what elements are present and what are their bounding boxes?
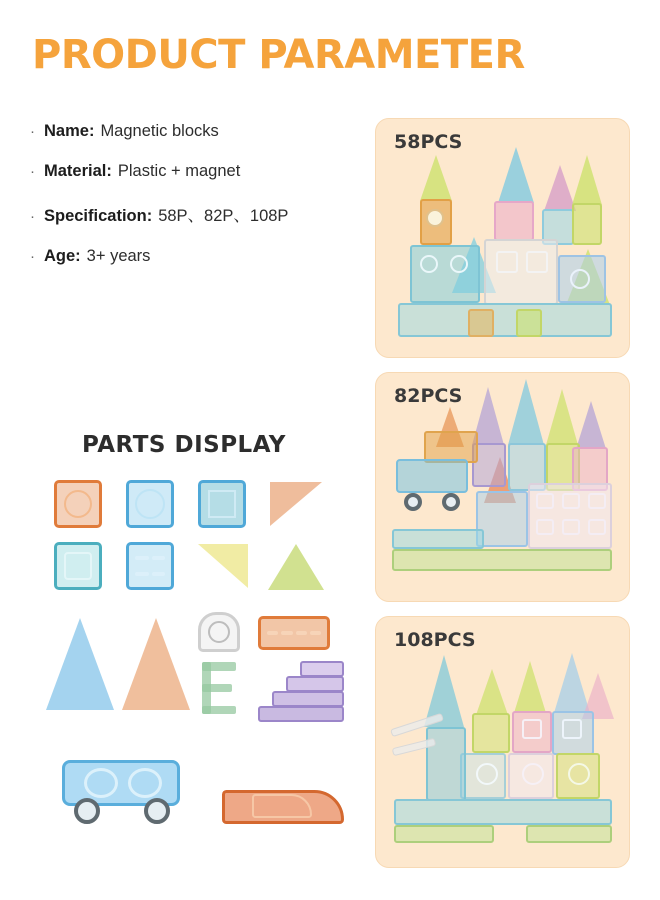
- parts-display-heading: PARTS DISPLAY: [82, 432, 286, 458]
- spec-value: Magnetic blocks: [100, 122, 219, 140]
- castle-scene-108pcs: [376, 617, 629, 867]
- large-triangle-orange-piece: [122, 618, 190, 710]
- spec-label: Material:: [44, 162, 112, 180]
- fence-piece-orange: [258, 616, 330, 650]
- castle-scene-58pcs: [376, 119, 629, 357]
- bullet-icon: ·: [30, 163, 35, 180]
- spec-row-age: [30, 247, 370, 266]
- pack-label-108pcs: 108PCS: [394, 629, 476, 651]
- spec-row-name: [30, 122, 370, 141]
- bullet-icon: ·: [30, 123, 35, 140]
- spec-label: Name:: [44, 122, 95, 140]
- spec-row-material: [30, 162, 370, 181]
- spec-row-specification: [30, 202, 370, 226]
- spec-label: Specification:: [44, 207, 153, 225]
- spec-value: 3+ years: [86, 247, 151, 265]
- pack-label-82pcs: 82PCS: [394, 385, 463, 407]
- four-pane-window-blue-piece: [126, 542, 174, 590]
- pack-card-58pcs[interactable]: [375, 118, 630, 358]
- page-title: PRODUCT PARAMETER: [32, 32, 525, 78]
- parts-display-area: [30, 470, 360, 870]
- castle-scene-82pcs: [376, 373, 629, 601]
- ramp-orange-piece: [222, 772, 344, 824]
- square-tile-orange-piece: [54, 480, 102, 528]
- pack-label-58pcs: 58PCS: [394, 131, 463, 153]
- triangle-green-piece: [268, 544, 324, 590]
- stairs-purple-piece: [258, 660, 344, 722]
- right-triangle-orange-piece: [270, 482, 322, 526]
- pack-card-108pcs[interactable]: [375, 616, 630, 868]
- spec-value: Plastic + magnet: [117, 162, 241, 180]
- square-frame-teal-piece: [54, 542, 102, 590]
- spec-value: 58P、82P、108P: [158, 207, 289, 225]
- letter-e-piece-green: [202, 662, 238, 714]
- specification-list: [30, 122, 370, 287]
- large-triangle-blue-piece: [46, 618, 114, 710]
- car-base-blue-piece: [58, 752, 186, 828]
- bullet-icon: ·: [30, 208, 35, 225]
- spec-label: Age:: [44, 247, 81, 265]
- square-tile-teal-piece: [198, 480, 246, 528]
- square-tile-blue-circle-piece: [126, 480, 174, 528]
- pack-card-82pcs[interactable]: [375, 372, 630, 602]
- right-triangle-yellow-piece: [198, 544, 248, 588]
- round-window-white-piece: [198, 612, 240, 652]
- bullet-icon: ·: [30, 248, 35, 265]
